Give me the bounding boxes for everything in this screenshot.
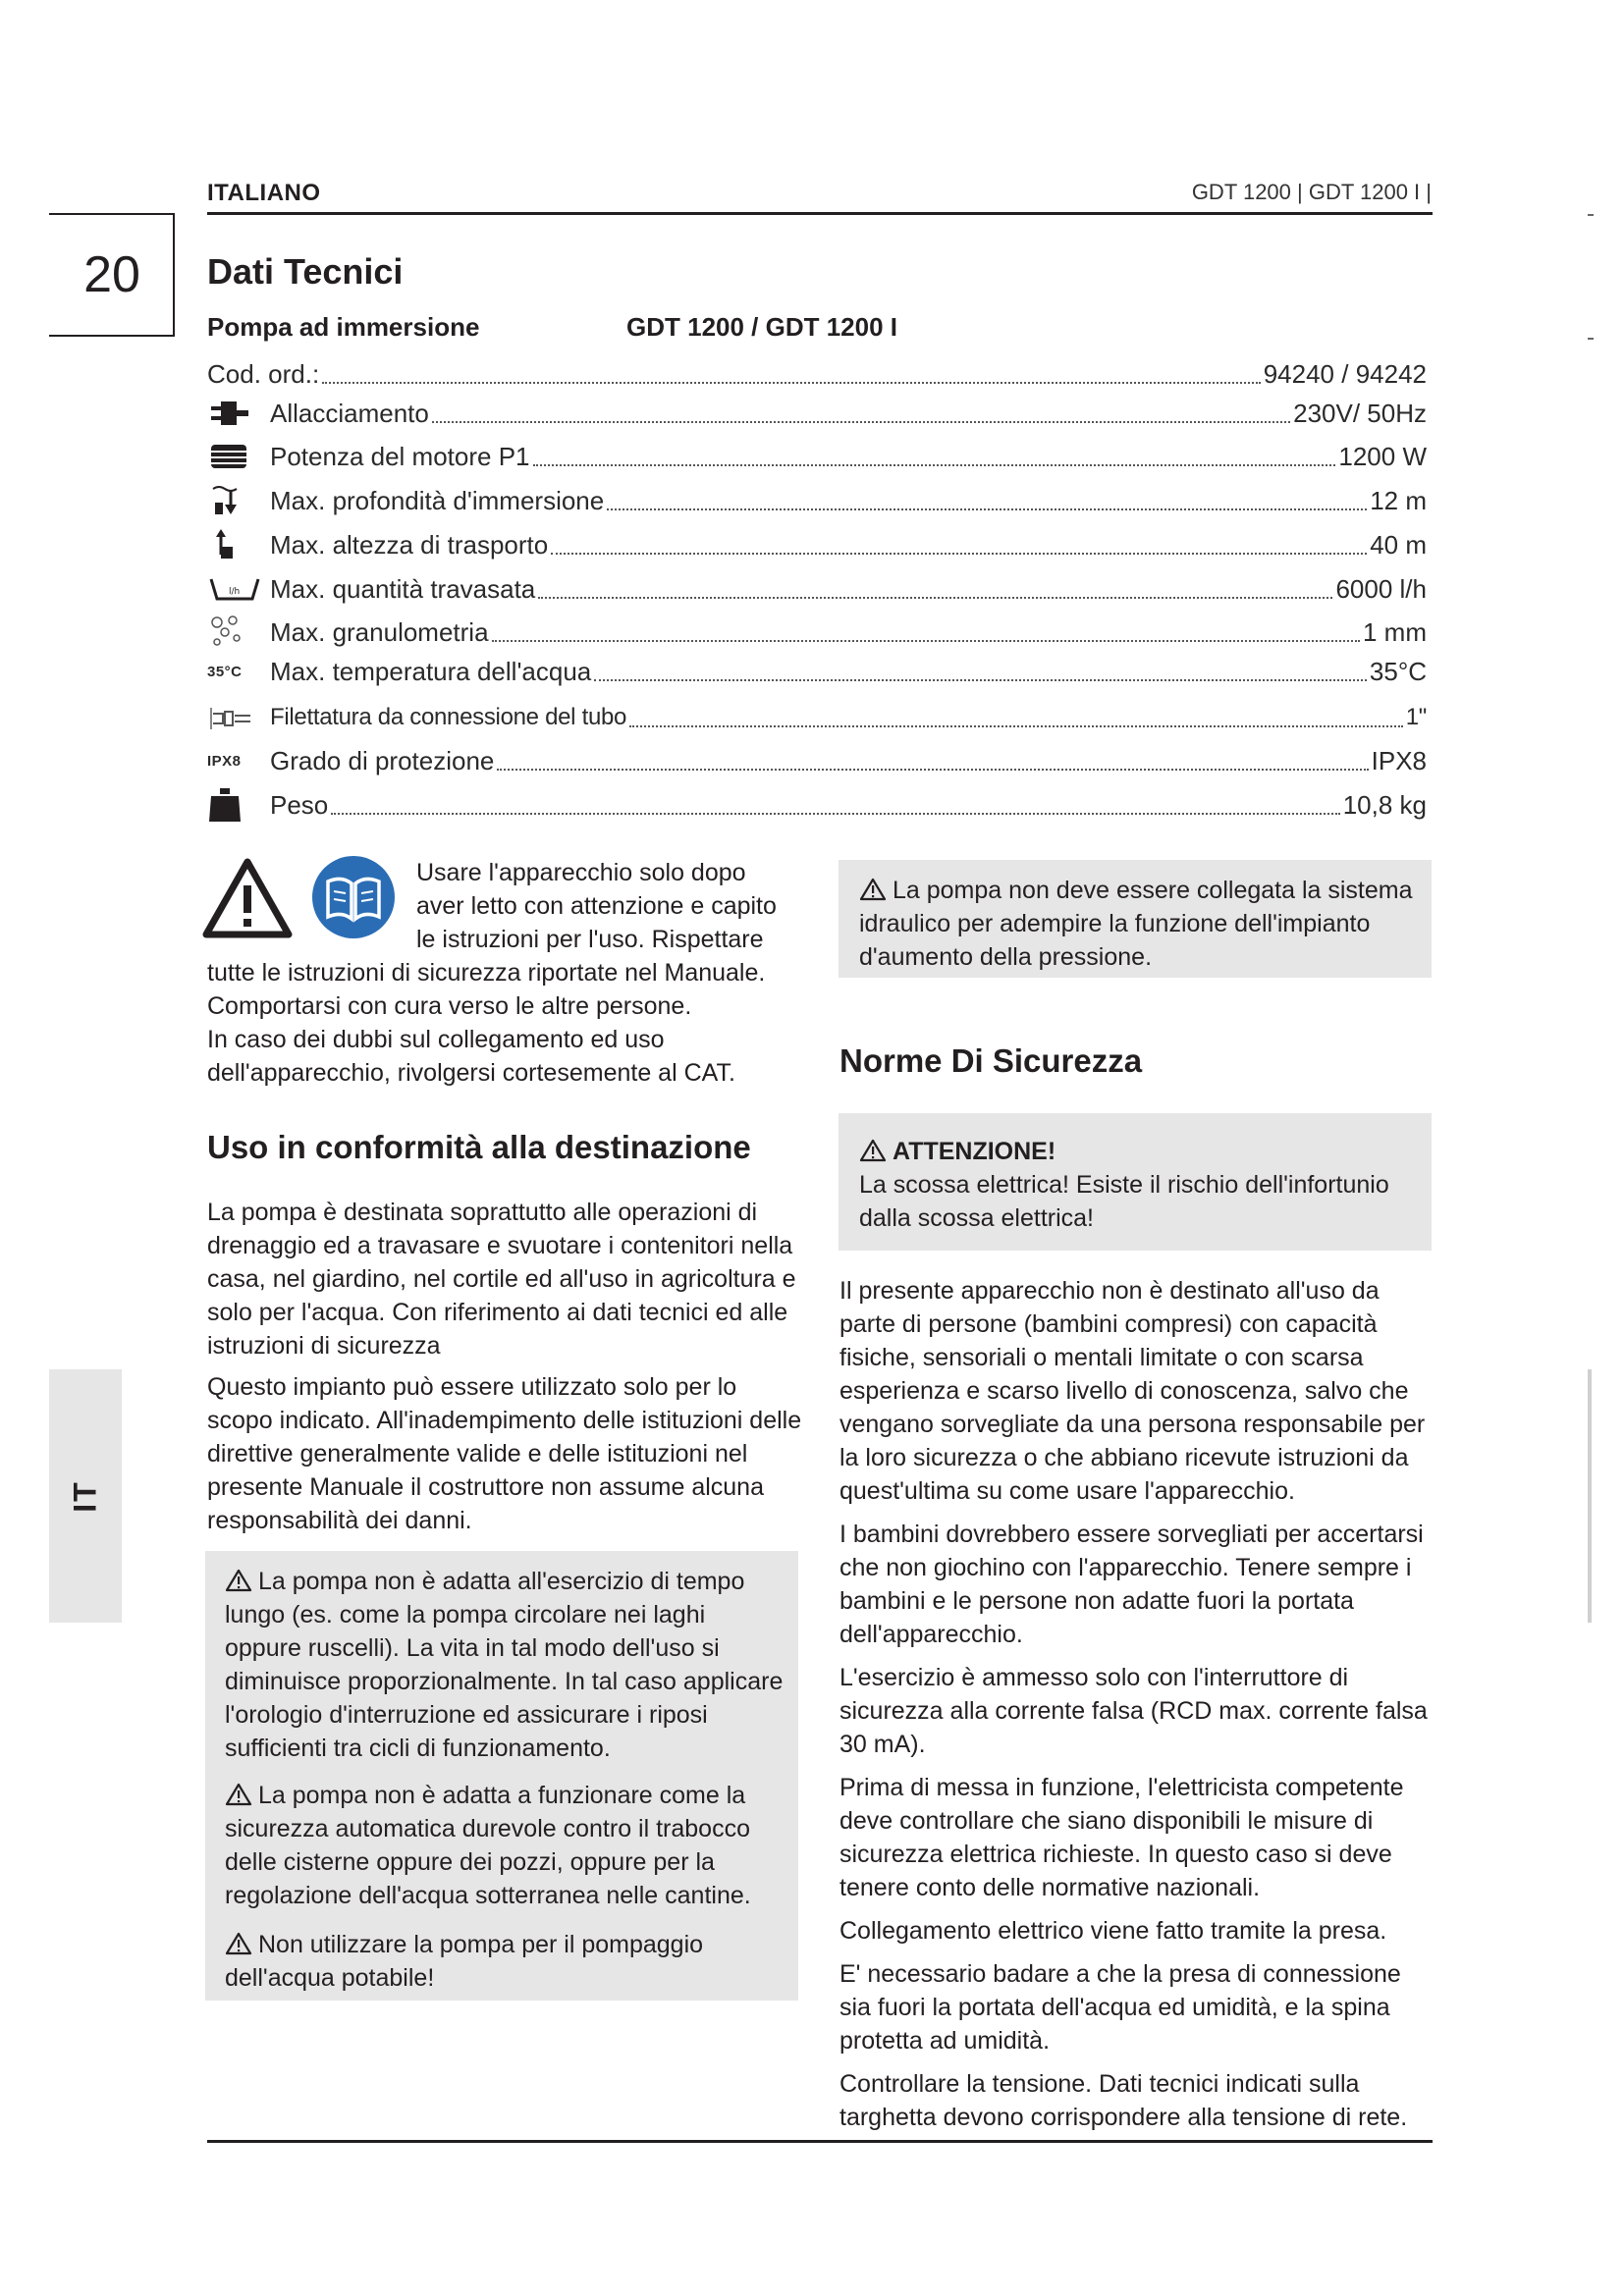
spec-row-flow xyxy=(207,569,1427,609)
warning-icon xyxy=(859,1139,887,1162)
leader-dots xyxy=(594,679,1367,681)
delivery-height-icon xyxy=(207,525,270,564)
spec-label: Potenza del motore P1 xyxy=(270,441,530,471)
spec-row-weight xyxy=(207,785,1427,825)
header-model: GDT 1200 | GDT 1200 I | xyxy=(1191,180,1432,204)
leader-dots xyxy=(322,382,1261,384)
uso-paragraph-1: La pompa è destinata soprattutto alle operazioni di drenaggio ed a travasare e svuotare i contenitori nella casa, nel giardino, nel cortile ed all'uso in agricoltura e solo per l'acqua. Con riferimento ai dati tecnici ed alle istruzioni di sicurezza xyxy=(207,1199,796,1360)
particle-size-icon xyxy=(207,613,270,652)
intro-line: Comportarsi con cura verso le altre persone. xyxy=(207,992,692,1020)
spec-row-height xyxy=(207,525,1427,564)
spec-value: 1 mm xyxy=(1363,616,1427,647)
leader-dots xyxy=(331,813,1339,815)
spec-row-thread xyxy=(207,698,1427,737)
intro-line: Usare l'apparecchio solo dopo xyxy=(416,859,746,886)
spec-value: 35°C xyxy=(1369,656,1427,686)
spec-value: 1" xyxy=(1405,704,1427,730)
spec-label: Filettatura da connessione del tubo xyxy=(270,704,627,730)
read-manual-icon xyxy=(310,854,397,945)
spec-label: Max. profondità d'immersione xyxy=(270,485,605,515)
uso-note-text: La pompa non è adatta a funzionare come la sicurezza automatica durevole contro il trabocco delle cisterne oppure dei pozzi, oppure per la regolazione dell'acqua sotterranea nelle cantine. xyxy=(225,1782,751,1909)
intro-text xyxy=(207,956,816,1090)
page-number: 20 xyxy=(83,246,140,303)
spec-value: 1200 W xyxy=(1338,441,1427,471)
weight-icon xyxy=(207,785,270,825)
spec-value: 230V/ 50Hz xyxy=(1293,398,1427,428)
spec-value: 6000 l/h xyxy=(1335,573,1427,604)
uso-note-1 xyxy=(225,1565,785,1765)
spec-label: Peso xyxy=(270,789,329,820)
intro-line: In caso dei dubbi sul collegamento ed uso xyxy=(207,1026,665,1053)
spec-row-temperature xyxy=(207,652,1427,691)
spec-label: Grado di protezione xyxy=(270,745,495,775)
temperature-icon-text: 35°C xyxy=(207,663,243,680)
spec-label: Max. temperatura dell'acqua xyxy=(270,656,592,686)
safety-paragraph: Collegamento elettrico viene fatto tramite la presa. xyxy=(839,1917,1387,1945)
warning-icon xyxy=(859,878,887,901)
uso-title: Uso in conformità alla destinazione xyxy=(207,1129,751,1165)
spec-value: 40 m xyxy=(1370,529,1427,560)
protection-icon-text: IPX8 xyxy=(207,752,242,770)
uso-note-2 xyxy=(225,1779,785,1912)
spec-label: Max. granulometria xyxy=(270,616,489,647)
safety-paragraph: Il presente apparecchio non è destinato all'uso da parte di persone (bambini compresi) con capacità fisiche, sensoriali o mentali limitate o con scarsa esperienza e scarso livello di conoscenza, salvo che vengano sorvegliate da una persona responsabile per la loro sicurezza o che abbiano ricevute istruzioni da quest'ultima su come usare l'apparecchio. xyxy=(839,1277,1426,1505)
safety-paragraphs xyxy=(839,1274,1429,2134)
spec-value: 94240 / 94242 xyxy=(1263,358,1427,389)
spec-value: 10,8 kg xyxy=(1342,789,1427,820)
motor-icon xyxy=(207,437,270,476)
leader-dots xyxy=(551,553,1367,555)
spec-label: Allacciamento xyxy=(270,398,429,428)
tech-data-title: Dati Tecnici xyxy=(207,251,404,292)
spec-row-power xyxy=(207,437,1427,476)
spec-row-protection xyxy=(207,741,1427,780)
language-side-tab-label-wrap xyxy=(49,1369,122,1623)
uso-note-text: La pompa non è adatta all'esercizio di tempo lungo (es. come la pompa circolare nei laghi oppure ruscelli). La vita in tal modo dell'uso si diminuisce proporzionalmente. In tal caso applicare l'orologio d'interruzione ed assicurare i riposi sufficienti tra cicli di funzionamento. xyxy=(225,1568,784,1762)
attention-title: ATTENZIONE! xyxy=(893,1138,1056,1165)
protection-icon xyxy=(207,741,270,780)
spec-label: Cod. ord.: xyxy=(207,358,320,389)
safety-paragraph: Prima di messa in funzione, l'elettricista competente deve controllare che siano disponibili le misure di sicurezza elettrica richieste. In questo caso si deve tenere conto delle normative nazionali. xyxy=(839,1774,1404,1901)
header-language: ITALIANO xyxy=(207,180,321,206)
leader-dots xyxy=(538,597,1332,599)
intro-line: aver letto con attenzione e capito xyxy=(416,892,777,920)
leader-dots xyxy=(629,725,1403,727)
attention-note xyxy=(859,1135,1419,1235)
header-rule xyxy=(207,212,1433,215)
safety-paragraph: Controllare la tensione. Dati tecnici indicati sulla targhetta devono corrispondere alla tensione di rete. xyxy=(839,2070,1408,2131)
spec-label: Max. quantità travasata xyxy=(270,573,536,604)
spec-label: Max. altezza di trasporto xyxy=(270,529,549,560)
leader-dots xyxy=(533,464,1336,466)
spec-row-connection xyxy=(207,394,1427,433)
attention-heading xyxy=(859,1135,1419,1168)
safety-title: Norme Di Sicurezza xyxy=(839,1042,1143,1079)
hose-thread-icon xyxy=(207,698,270,737)
spec-value: IPX8 xyxy=(1371,745,1427,775)
uso-note-text: Non utilizzare la pompa per il pompaggio dell'acqua potabile! xyxy=(225,1931,704,1992)
spec-value: 12 m xyxy=(1370,485,1427,515)
leader-dots xyxy=(432,421,1290,423)
safety-paragraph: E' necessario badare a che la presa di connessione sia fuori la portata dell'acqua ed umidità, e la spina protetta ad umidità. xyxy=(839,1960,1401,2055)
spec-row-code xyxy=(207,354,1427,394)
tech-subtitle-right: GDT 1200 / GDT 1200 I xyxy=(626,312,898,342)
intro-text-beside-icons xyxy=(416,856,809,956)
warning-triangle-icon xyxy=(202,856,293,943)
leader-dots xyxy=(492,640,1360,642)
safety-paragraph: I bambini dovrebbero essere sorvegliati per accertarsi che non giochino con l'apparecchio. Tenere sempre i bambini e le persone non adatte fuori la portata dell'apparecchio. xyxy=(839,1521,1424,1648)
pressure-note xyxy=(859,874,1419,974)
intro-line: tutte le istruzioni di sicurezza riportate nel Manuale. xyxy=(207,959,766,987)
spec-row-particle xyxy=(207,613,1427,652)
language-side-tab-label: IT xyxy=(67,1479,103,1513)
warning-icon xyxy=(225,1569,252,1592)
pressure-note-text: La pompa non deve essere collegata la sistema idraulico per adempire la funzione dell'impianto d'aumento della pressione. xyxy=(859,877,1413,971)
intro-line: le istruzioni per l'uso. Rispettare xyxy=(416,926,764,953)
immersion-depth-icon xyxy=(207,481,270,520)
leader-dots xyxy=(607,508,1367,510)
footer-rule xyxy=(207,2140,1433,2143)
edge-tab-mark xyxy=(1588,1369,1592,1623)
spec-row-immersion xyxy=(207,481,1427,520)
warning-icon xyxy=(225,1932,252,1955)
intro-line: dell'apparecchio, rivolgersi cortesemente al CAT. xyxy=(207,1059,735,1087)
safety-paragraph: L'esercizio è ammesso solo con l'interruttore di sicurezza alla corrente falsa (RCD max. corrente falsa 30 mA). xyxy=(839,1664,1428,1758)
uso-paragraph-2: Questo impianto può essere utilizzato solo per lo scopo indicato. All'inadempimento delle istituzioni delle direttive generalmente valide e delle istituzioni nel presente Manuale il costruttore non assume alcuna responsabilità dei danni. xyxy=(207,1373,802,1534)
uso-note-3 xyxy=(225,1928,785,1995)
svg-text:l/h: l/h xyxy=(229,587,241,597)
warning-icon xyxy=(225,1783,252,1806)
edge-mark xyxy=(1588,214,1594,216)
tech-subtitle-left: Pompa ad immersione xyxy=(207,312,480,342)
attention-text: La scossa elettrica! Esiste il rischio dell'infortunio dalla scossa elettrica! xyxy=(859,1171,1389,1232)
temperature-icon xyxy=(207,652,270,691)
leader-dots xyxy=(497,769,1368,771)
plug-icon xyxy=(207,394,270,433)
edge-mark xyxy=(1588,338,1594,340)
flow-rate-icon xyxy=(207,569,270,609)
